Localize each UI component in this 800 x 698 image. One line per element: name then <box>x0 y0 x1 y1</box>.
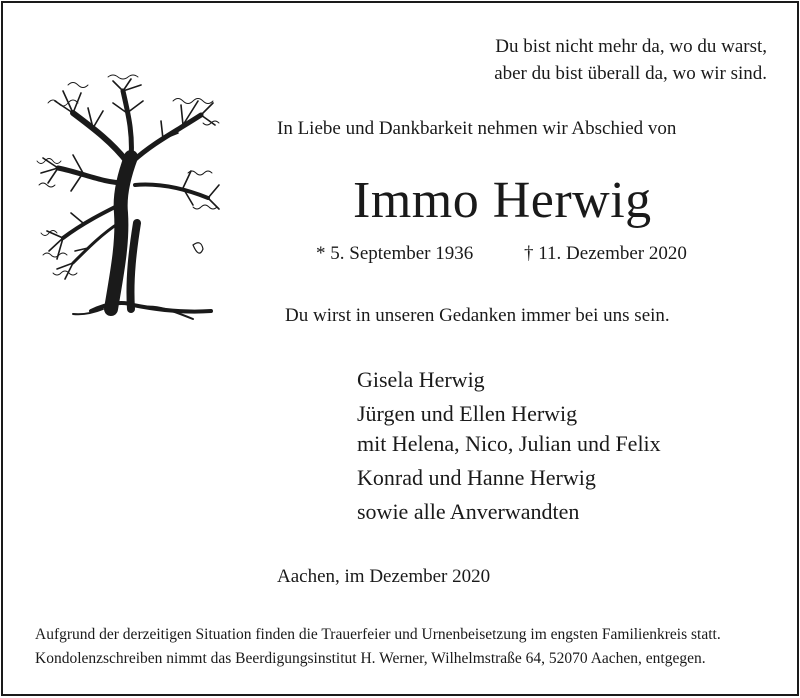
intro-text: In Liebe und Dankbarkeit nehmen wir Abschied von <box>277 118 677 139</box>
mourners-list <box>357 365 661 527</box>
mourner-line: Jürgen und Ellen Herwig <box>357 401 578 426</box>
deceased-name: Immo Herwig <box>353 172 652 229</box>
place-and-date: Aachen, im Dezember 2020 <box>277 566 491 587</box>
memorial-thought: Du wirst in unseren Gedanken immer bei uns sein. <box>285 305 670 326</box>
notice-line-1: Aufgrund der derzeitigen Situation finden die Trauerfeier und Urnenbeisetzung im engsten Familienkreis statt. <box>35 626 721 643</box>
obituary-card <box>1 1 799 696</box>
tree-icon <box>33 73 223 321</box>
life-dates <box>316 243 701 265</box>
mourner-line: sowie alle Anverwandten <box>357 499 580 524</box>
mourner-line: Konrad und Hanne Herwig <box>357 465 596 490</box>
birth-date: * 5. September 1936 <box>316 243 474 264</box>
quote-line-2: aber du bist überall da, wo wir sind. <box>494 63 767 84</box>
mourner-line: mit Helena, Nico, Julian und Felix <box>357 431 661 456</box>
memorial-quote <box>494 33 767 87</box>
death-date: † 11. Dezember 2020 <box>524 243 687 264</box>
quote-line-1: Du bist nicht mehr da, wo du warst, <box>495 36 767 57</box>
notice-line-2: Kondolenzschreiben nimmt das Beerdigungsinstitut H. Werner, Wilhelmstraße 64, 52070 Aachen, entgegen. <box>35 650 706 667</box>
funeral-notice <box>35 623 721 671</box>
mourner-line: Gisela Herwig <box>357 367 485 392</box>
